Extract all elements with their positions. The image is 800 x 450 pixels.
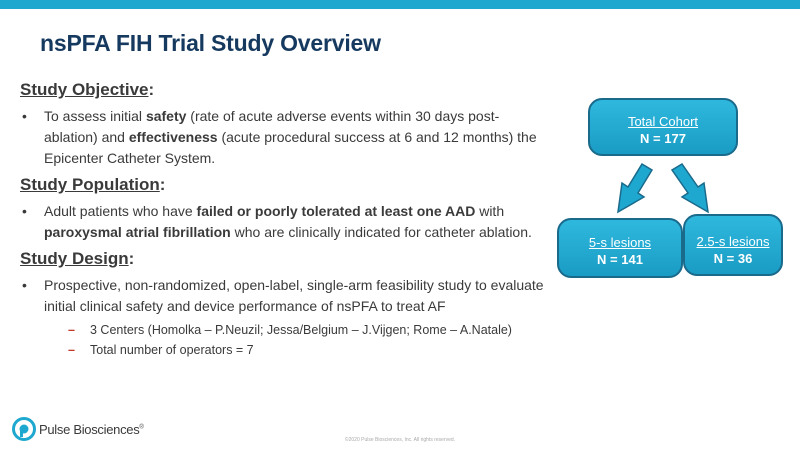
total-cohort-label: Total Cohort xyxy=(627,114,699,129)
slide-content xyxy=(20,80,550,366)
body-text: To assess initial xyxy=(44,108,146,124)
population-section xyxy=(20,175,550,243)
body-text: with xyxy=(475,203,505,219)
company-name: Pulse Biosciences® xyxy=(39,421,144,437)
population-text xyxy=(44,203,532,240)
design-sub-item xyxy=(20,340,550,360)
body-text: who are clinically indicated for catheter ablation. xyxy=(230,224,532,240)
top-accent-bar xyxy=(0,0,800,9)
emphasis-text: safety xyxy=(145,108,187,124)
emphasis-text: failed or poorly tolerated at least one AAD xyxy=(196,203,476,219)
body-text: (rate of acute adverse events within 30 days post-ablation) and xyxy=(44,108,500,145)
population-bullet xyxy=(20,201,550,243)
bullet-marker: • xyxy=(22,108,27,124)
cohort-split-arrows xyxy=(600,160,750,220)
copyright-footer: ©2020 Pulse Biosciences, Inc. All rights reserved. xyxy=(344,437,456,443)
bullet-marker: • xyxy=(22,277,27,293)
body-text: Adult patients who have xyxy=(44,203,197,219)
design-heading: Study Design: xyxy=(20,249,135,268)
body-text: (acute procedural success at 6 and 12 months) the Epicenter Catheter System. xyxy=(44,129,537,166)
two-point-five-second-lesions-count: N = 36 xyxy=(713,251,753,266)
design-section xyxy=(20,249,550,360)
objective-text xyxy=(44,108,537,166)
population-heading: Study Population: xyxy=(20,175,166,194)
two-point-five-second-lesions-box xyxy=(683,214,783,276)
objective-section xyxy=(20,80,550,169)
total-cohort-box xyxy=(588,98,738,156)
sub-item-centers: 3 Centers (Homolka – P.Neuzil; Jessa/Belgium – J.Vijgen; Rome – A.Natale) xyxy=(90,323,512,337)
objective-bullet xyxy=(20,106,550,169)
design-sub-item xyxy=(20,320,550,340)
slide-title: nsPFA FIH Trial Study Overview xyxy=(40,30,381,56)
sub-item-operators: Total number of operators = 7 xyxy=(90,343,254,357)
emphasis-text: paroxysmal atrial fibrillation xyxy=(44,224,231,240)
design-bullet xyxy=(20,275,550,317)
design-text: Prospective, non-randomized, open-label, single-arm feasibility study to evaluate initial clinical safety and device performance of nsPFA to treat AF xyxy=(44,277,544,314)
two-point-five-second-lesions-label: 2.5-s lesions xyxy=(696,234,770,249)
total-cohort-count: N = 177 xyxy=(640,131,686,146)
five-second-lesions-box xyxy=(557,218,683,278)
five-second-lesions-label: 5-s lesions xyxy=(588,235,652,250)
dash-marker: – xyxy=(68,343,75,357)
objective-heading: Study Objective: xyxy=(20,80,155,99)
bullet-marker: • xyxy=(22,203,27,219)
emphasis-text: effectiveness xyxy=(128,129,218,145)
right-arrow-icon xyxy=(672,164,708,212)
dash-marker: – xyxy=(68,323,75,337)
left-arrow-icon xyxy=(618,164,652,212)
five-second-lesions-count: N = 141 xyxy=(597,252,643,267)
